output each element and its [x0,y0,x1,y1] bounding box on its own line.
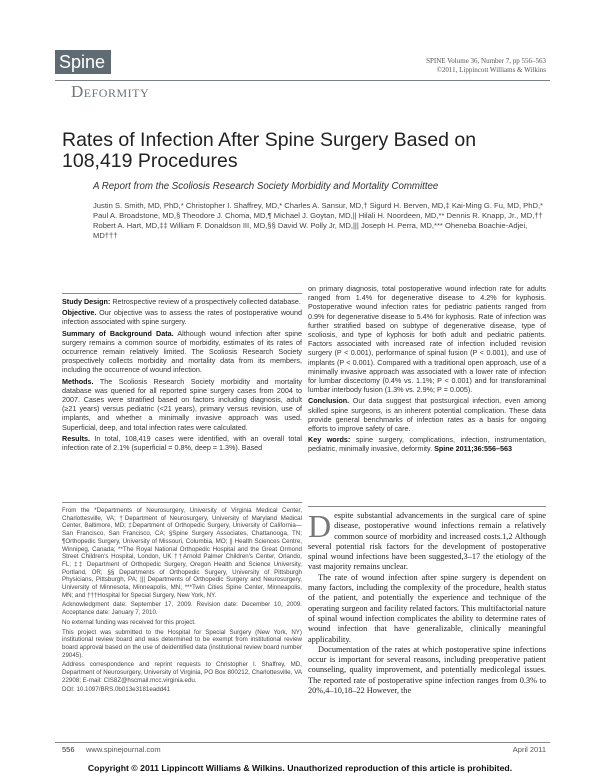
body-paragraph-2: The rate of wound infection after spine surgery is dependent on many factors, including the complexity of the procedure, health status of the patient, and potentially the experience and technique of the operating surgeon and facility related factors. This multifactorial nature of spinal wound infection complicates the ability to determine rates of wound infection that have generalizable, clinically meaningful applicability. [308,572,546,644]
page-number: 556 [62,745,75,754]
body-text [308,506,546,696]
journal-website: www.spinejournal.com [86,745,161,754]
body-paragraph-1: Despite substantial advancements in the surgical care of spine disease, postoperative wound infections remain a relatively common source of morbidity and increased costs.1,2 Although several potential risk factors for the development of postoperative spinal wound infections have been suggested,3–17 the etiology of the vast majority remains unclear. [308,508,546,572]
drop-cap: D [308,508,332,544]
section-label: Deformity [71,82,150,101]
footer-divider [55,742,550,743]
affiliations-block [62,502,302,696]
journal-info [426,57,546,75]
copyright-notice: Copyright © 2011 Lippincott Williams & Wilkins. Unauthorized reproduction of this article is prohibited. [87,763,513,773]
abstract-keywords: Key words: spine surgery, complications, infection, instrumentation, pediatric, minimally invasive, deformity. Spine 2011;36:556–563 [308,435,546,454]
dates: Acknowledgment date: September 17, 2009. Revision date: December 10, 2009. Acceptance date: January 7, 2010. [62,601,302,617]
irb-statement: This project was submitted to the Hospital for Special Surgery (New York, NY) institutional review board and was determined to be exempt from institutional review board approval based on the use of deidentified data (institutional review board number 29045). [62,628,302,659]
doi: DOI: 10.1097/BRS.0b013e3181eadd41 [62,686,171,694]
article-subtitle: A Report from the Scoliosis Research Society Morbidity and Mortality Committee [93,181,439,192]
journal-volume: SPINE Volume 36, Number 7, pp 556–563 [426,57,546,65]
funding: No external funding was received for this project. [62,618,196,626]
article-title: Rates of Infection After Spine Surgery Based on 108,419 Procedures [62,129,477,172]
body-paragraph-3: Documentation of the rates at which postoperative spine infections occur is important for several reasons, including preoperative patient counseling, quality improvement, and potentially medicolegal issues. The reported rate of postoperative spine infection ranges from 0.3% to 20%,4–10,18–22 However, the [308,644,546,696]
abstract-methods: Methods. The Scoliosis Research Society morbidity and mortality database was queried for all reported spine surgery cases from 2004 to 2007. Cases were stratified based on factors including diagnosis, adult (≥21 years) versus pediatric (<21 years), primary versus revision, use of implants, and whether a minimally invasive approach was used. Superficial, deep, and total infection rates were calculated. [62,376,302,432]
abstract-objective: Objective. Our objective was to assess the rates of postoperative wound infection associated with spine surgery. [62,308,303,327]
abstract-right-column [308,284,546,456]
issue-date: April 2011 [512,745,546,754]
abstract-conclusion: Conclusion. Our data suggest that postsurgical infection, even among skilled spine surgeons, is an inherent potential complication. These data provide general benchmarks of infection rates as a basis for ongoing efforts to improve safety of care. [308,396,547,434]
abstract-results: Results. In total, 108,419 cases were identified, with an overall total infection rate of 2.1% (superficial = 0.8%, deep = 1.3%). Based [62,433,303,453]
abstract-background: Summary of Background Data. Although wound infection after spine surgery remains a common source of morbidity, estimates of its rates of occurrence remain relatively limited. The Scoliosis Research Society prospectively collects morbidity and mortality data from its members, including the occurrence of wound infection. [62,328,302,375]
author-list: Justin S. Smith, MD, PhD,* Christopher I. Shaffrey, MD,* Charles A. Sansur, MD,† Sigurd H. Berven, MD,‡ Kai-Ming G. Fu, MD, PhD,* Paul A. Broadstone, MD,§ Theodore J. Choma, MD,¶ Michael J. Goytan, MD,|| Hilali H. Noordeen, MD,** Dennis R. Knapp, Jr., MD,†† Robert A. Hart, MD,‡‡ William F. Donaldson III, MD,§§ David W. Polly Jr, MD,||| Joseph H. Perra, MD,*** Oheneba Boachie-Adjei, MD††† [93,201,544,240]
abstract-design: Study Design: Retrospective review of a prospectively collected database. [62,297,301,306]
journal-logo: Spine [55,50,111,74]
correspondence: Address correspondence and reprint requests to Christopher I. Shaffrey, MD, Department of Neurosurgery, University of Virginia, PO Box 800212, Charlottesville, VA 22908; E-mail: CIS8Z@hscmail.mcc.virginia.edu. [62,661,302,684]
journal-copyright: ©2011, Lippincott Williams & Wilkins [436,66,546,74]
abstract-left-column [62,293,302,454]
abstract-results-cont: on primary diagnosis, total postoperative wound infection rate for adults ranged from 1.4% for degenerative disease to 4.2% for kyphosis. Postoperative wound infection rates for pediatric patients ranged from 0.9% for degenerative disease to 5.4% for kyphosis. Rate of infection was further stratified based on subtype of degenerative disease, type of scoliosis, and type of kyphosis for both adult and pediatric patients. Factors associated with increased rate of infection included revision surgery (P < 0.001), performance of spinal fusion (P < 0.001), and use of implants (P < 0.001). Compared with a traditional open approach, use of a minimally invasive approach was associated with a lower rate of infection for lumbar discectomy (0.4% vs. 1.1%; P < 0.001) and for transforaminal lumbar interbody fusion (1.3% vs. 2.9%; P = 0.005). [308,284,546,395]
affiliations: From the *Departments of Neurosurgery, University of Virginia Medical Center, Charlottesville, VA; †Department of Neurosurgery, University of Maryland Medical Center, Baltimore, MD; ‡Department of Orthopedic Surgery, University of California—San Francisco, San Francisco, CA; §Spine Surgery Associates, Chattanooga, TN; ¶Orthopedic Surgery, University of Missouri, Columbia, MO; || Health Sciences Centre, Winnipeg, Canada; **The Royal National Orthopedic Hospital and the Great Ormond Street Children's Hospital, London, UK ††Arnold Palmer Children's Center, Orlando, FL; ‡‡ Department of Orthopedic Surgery, Oregon Health and Science University, Portland, OR; §§ Departments of Orthopedic Surgery, University of Pittsburgh Physicians, Pittsburgh, PA; ||| Departments of Orthopedic Surgery and Neurosurgery, University of Minnesota, Minneapolis, MN; ***Twin Cities Spine Center, Minneapolis, MN; and †††Hospital for Special Surgery, New York, NY. [62,507,302,599]
citation: Spine 2011;36:556–563 [434,444,513,454]
